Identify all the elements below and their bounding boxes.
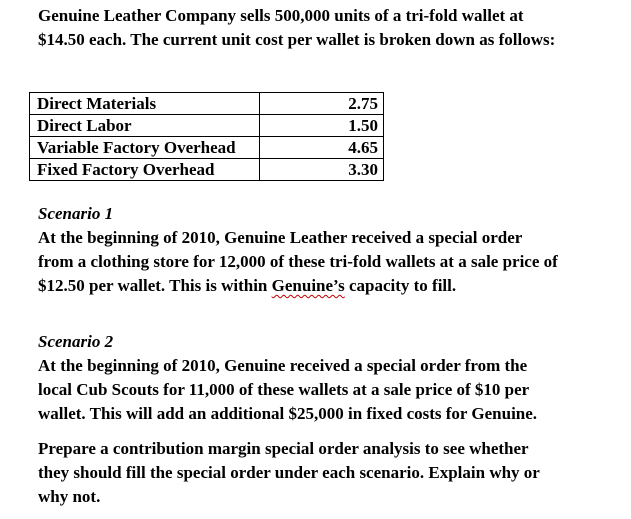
scenario-1-text: capacity to fill. [344, 276, 457, 295]
instructions-line: Prepare a contribution margin special order analysis to see whether [38, 439, 529, 458]
instructions-line: why not. [38, 487, 101, 506]
scenario-1-line: from a clothing store for 12,000 of these tri-fold wallets at a sale price of [38, 252, 558, 271]
scenario-2-line: At the beginning of 2010, Genuine received a special order from the [38, 356, 528, 375]
scenario-1-text: $12.50 per wallet. This is within [38, 276, 272, 295]
instructions-paragraph [38, 437, 628, 509]
intro-paragraph [38, 4, 628, 52]
table-row [30, 93, 384, 115]
table-row [30, 115, 384, 137]
scenario-2-heading: Scenario 2 [38, 332, 114, 351]
scenario-1-line: At the beginning of 2010, Genuine Leather received a special order [38, 228, 523, 247]
cost-label: Direct Labor [30, 115, 260, 137]
scenario-1-section [38, 202, 628, 298]
cost-label: Variable Factory Overhead [30, 137, 260, 159]
cost-value: 3.30 [260, 159, 384, 181]
scenario-2-line: local Cub Scouts for 11,000 of these wallets at a sale price of $10 per [38, 380, 530, 399]
unit-cost-table [29, 92, 384, 181]
table-row [30, 159, 384, 181]
instructions-line: they should fill the special order under each scenario. Explain why or [38, 463, 540, 482]
scenario-1-heading: Scenario 1 [38, 204, 114, 223]
scenario-2-section [38, 330, 628, 426]
intro-line: $14.50 each. The current unit cost per wallet is broken down as follows: [38, 30, 556, 49]
cost-label: Direct Materials [30, 93, 260, 115]
cost-value: 2.75 [260, 93, 384, 115]
table-row [30, 137, 384, 159]
scenario-1-line [38, 274, 628, 298]
cost-label: Fixed Factory Overhead [30, 159, 260, 181]
scenario-2-line: wallet. This will add an additional $25,000 in fixed costs for Genuine. [38, 404, 538, 423]
spellcheck-flagged-word[interactable]: Genuine’s [271, 276, 345, 295]
cost-value: 1.50 [260, 115, 384, 137]
intro-line: Genuine Leather Company sells 500,000 units of a tri-fold wallet at [38, 6, 524, 25]
cost-value: 4.65 [260, 137, 384, 159]
